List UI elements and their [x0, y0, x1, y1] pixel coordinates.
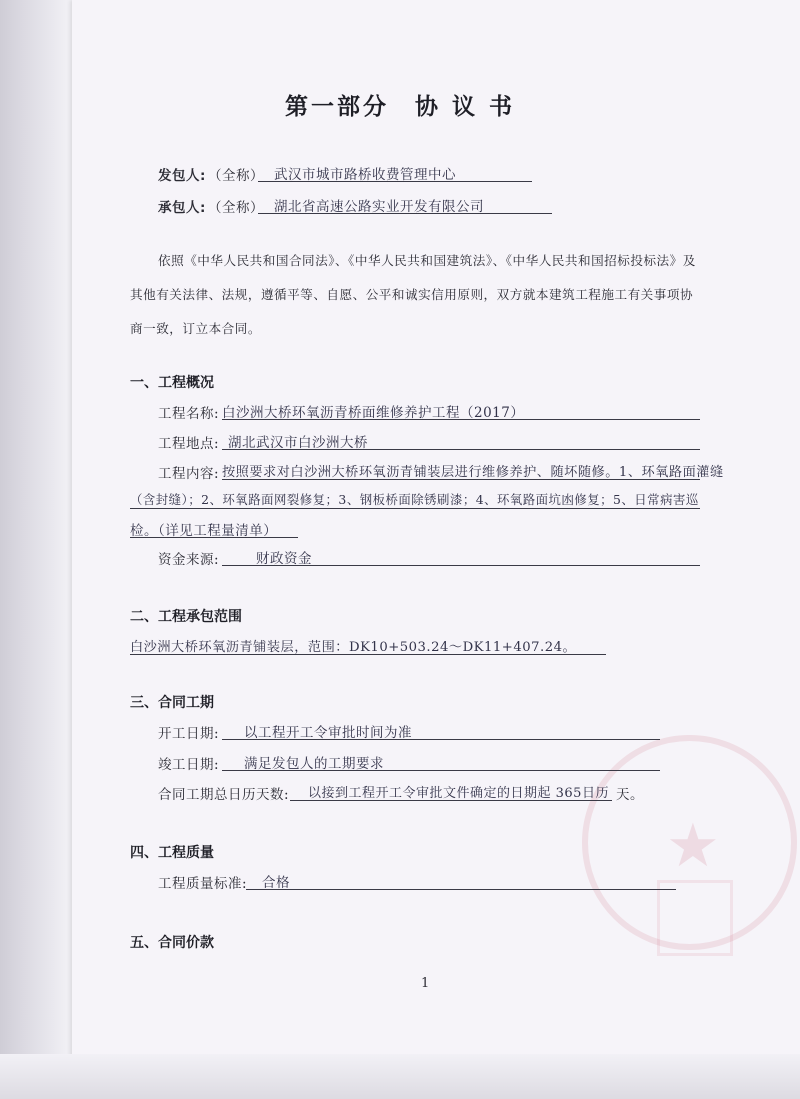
- project-content-line-3: 检。（详见工程量清单）: [130, 523, 278, 539]
- project-content-line-1: 按照要求对白沙洲大桥环氧沥青铺装层进行维修养护、随坏随修。1、环氧路面灌缝: [222, 465, 724, 480]
- section-3-heading: 三、合同工期: [130, 695, 214, 711]
- start-date-value: 以工程开工令审批时间为准: [244, 725, 412, 741]
- section-2-heading: 二、工程承包范围: [130, 609, 242, 625]
- section-1-heading: 一、工程概况: [130, 375, 214, 391]
- quality-standard-underline: [246, 889, 676, 890]
- employer-underline: [258, 181, 532, 182]
- preamble-line-1: 依照《中华人民共和国合同法》、《中华人民共和国建筑法》、《中华人民共和国招标投标法》及: [158, 253, 696, 268]
- duration-label: 合同工期总日历天数:: [158, 787, 290, 803]
- completion-date-label: 竣工日期:: [158, 757, 220, 773]
- completion-date-underline: [222, 770, 660, 771]
- employer-qualifier: （全称）: [208, 168, 264, 184]
- scope-value: 白沙洲大桥环氧沥青铺装层，范围：DK10+503.24～DK11+407.24。: [130, 640, 577, 655]
- scope-underline: [130, 654, 606, 655]
- project-content-label: 工程内容:: [158, 466, 220, 482]
- project-location-label: 工程地点:: [158, 436, 220, 452]
- page-title: 第一部分 协 议 书: [284, 94, 515, 120]
- funding-underline: [222, 565, 700, 566]
- duration-underline: [290, 800, 612, 801]
- content-underline-1: [222, 479, 700, 480]
- quality-standard-value: 合格: [262, 875, 290, 891]
- employer-label: 发包人:: [158, 168, 206, 184]
- start-date-label: 开工日期:: [158, 726, 220, 742]
- funding-value: 财政资金: [256, 551, 312, 567]
- project-location-value: 湖北武汉市白沙洲大桥: [228, 435, 368, 451]
- project-name-value: 白沙洲大桥环氧沥青桥面维修养护工程（2017）: [222, 405, 525, 421]
- quality-standard-label: 工程质量标准:: [158, 876, 248, 892]
- contractor-label: 承包人:: [158, 200, 206, 216]
- employer-name: 武汉市城市路桥收费管理中心: [274, 167, 456, 183]
- content-underline-2: [130, 508, 700, 509]
- preamble-line-3: 商一致，订立本合同。: [130, 321, 261, 336]
- preamble-line-2: 其他有关法律、法规，遵循平等、自愿、公平和诚实信用原则，双方就本建筑工程施工有关事项协: [130, 287, 694, 302]
- contractor-name: 湖北省高速公路实业开发有限公司: [274, 199, 484, 215]
- project-location-underline: [222, 449, 700, 450]
- seal-square: [657, 880, 733, 956]
- project-name-underline: [222, 419, 700, 420]
- project-content-line-2: （含封缝）；2、环氧路面网裂修复；3、钢板桥面除锈刷漆；4、环氧路面坑凼修复；5、日常病害巡: [130, 492, 699, 507]
- funding-label: 资金来源:: [158, 552, 220, 568]
- content-underline-3: [130, 537, 298, 538]
- duration-value: 以接到工程开工令审批文件确定的日期起 365日历: [308, 786, 609, 801]
- bottom-shadow: [0, 1054, 800, 1099]
- seal-star-icon: ★: [666, 811, 720, 881]
- contractor-underline: [258, 213, 552, 214]
- section-4-heading: 四、工程质量: [130, 845, 214, 861]
- duration-suffix: 天。: [616, 787, 644, 803]
- section-5-heading: 五、合同价款: [130, 935, 214, 951]
- completion-date-value: 满足发包人的工期要求: [244, 756, 384, 772]
- start-date-underline: [222, 739, 660, 740]
- page-number: 1: [421, 976, 430, 991]
- project-name-label: 工程名称:: [158, 406, 220, 422]
- binding-shadow: [0, 0, 70, 1099]
- contractor-qualifier: （全称）: [208, 200, 264, 216]
